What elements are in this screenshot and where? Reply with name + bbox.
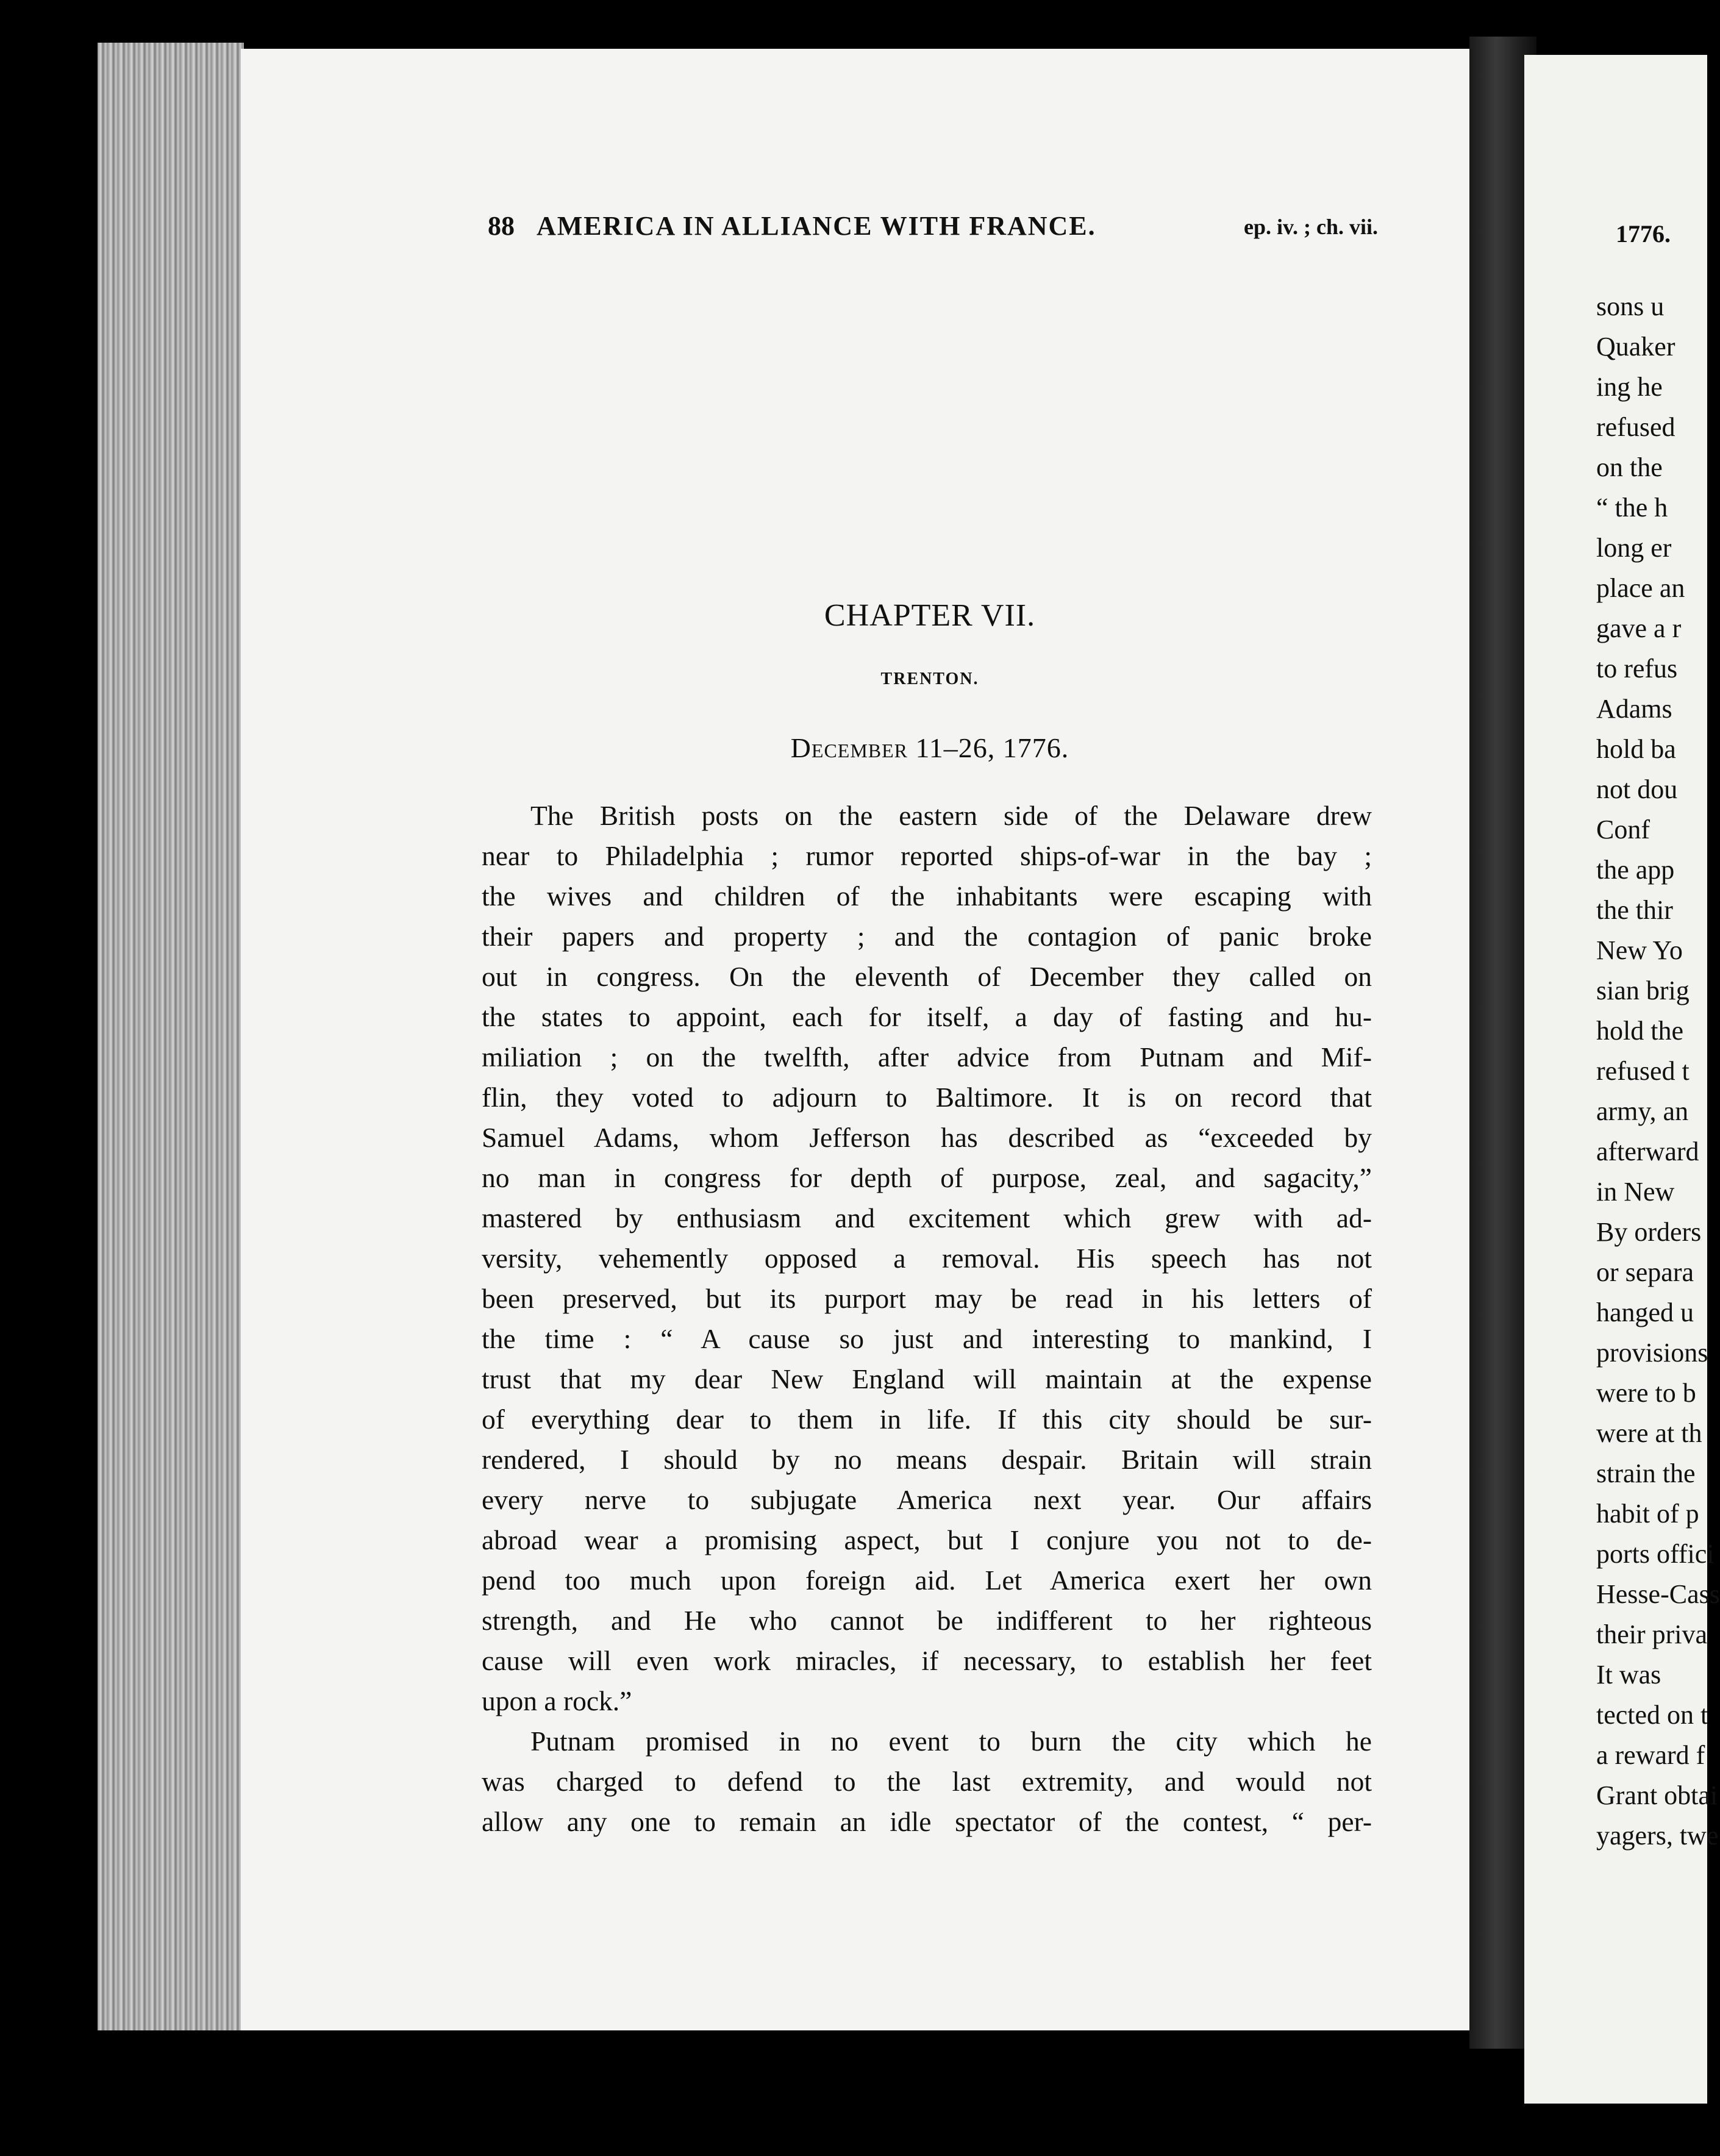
- body-line: their papers and property ; and the contagion of panic broke: [482, 921, 1372, 952]
- right-page-text: [1596, 287, 1718, 1856]
- right-line: Adams: [1596, 694, 1672, 724]
- body-line: Putnam promised in no event to burn the city which he: [530, 1726, 1372, 1757]
- body-line: rendered, I should by no means despair. Britain will strain: [482, 1444, 1372, 1475]
- body-line: The British posts on the eastern side of the Delaware drew: [530, 800, 1372, 831]
- right-line: or separa: [1596, 1257, 1694, 1287]
- right-line: were at th: [1596, 1418, 1702, 1448]
- right-line: on the: [1596, 452, 1663, 482]
- body-line: near to Philadelphia ; rumor reported ships-of-war in the bay ;: [482, 840, 1372, 871]
- right-line: It was: [1596, 1660, 1661, 1690]
- right-line: long er: [1596, 533, 1672, 563]
- right-line: were to b: [1596, 1378, 1696, 1408]
- body-line: abroad wear a promising aspect, but I conjure you not to de-: [482, 1524, 1372, 1555]
- running-head: [488, 210, 1378, 247]
- right-line: afterward: [1596, 1137, 1699, 1166]
- right-line: gave a r: [1596, 613, 1682, 643]
- right-line: hold ba: [1596, 734, 1676, 764]
- right-line: the app: [1596, 855, 1675, 885]
- body-line: mastered by enthusiasm and excitement which grew with ad-: [482, 1202, 1372, 1233]
- body-line: flin, they voted to adjourn to Baltimore. It is on record that: [482, 1082, 1372, 1113]
- right-line: in New: [1596, 1177, 1675, 1207]
- right-line: place an: [1596, 573, 1685, 603]
- right-line: habit of p: [1596, 1499, 1699, 1529]
- chapter-title: CHAPTER VII.: [824, 598, 1036, 633]
- body-line: the time : “ A cause so just and interesting to mankind, I: [482, 1323, 1372, 1354]
- right-line: “ the h: [1596, 493, 1668, 523]
- right-line: the thir: [1596, 895, 1673, 925]
- body-line: allow any one to remain an idle spectator of the contest, “ per-: [482, 1806, 1372, 1837]
- body-line: versity, vehemently opposed a removal. His speech has not: [482, 1243, 1372, 1274]
- book-page-edge: [98, 43, 244, 2030]
- right-line: not dou: [1596, 774, 1678, 804]
- right-line: refused t: [1596, 1056, 1690, 1086]
- body-line: out in congress. On the eleventh of December they called on: [482, 961, 1372, 992]
- right-line: refused: [1596, 412, 1675, 442]
- right-line: strain the: [1596, 1458, 1696, 1488]
- right-line: their priva: [1596, 1619, 1708, 1649]
- right-line: New Yo: [1596, 935, 1683, 965]
- chapter-subtitle: TRENTON.: [880, 669, 979, 688]
- body-line: of everything dear to them in life. If this city should be sur-: [482, 1404, 1372, 1435]
- right-line: ing he: [1596, 372, 1663, 402]
- body-line: the wives and children of the inhabitants were escaping with: [482, 880, 1372, 912]
- running-head-section: ep. iv. ; ch. vii.: [1243, 215, 1378, 239]
- right-line: By orders: [1596, 1217, 1702, 1247]
- right-line: Quaker: [1596, 332, 1675, 362]
- right-line: Conf: [1596, 815, 1650, 844]
- right-line: to refus: [1596, 654, 1678, 684]
- body-line: every nerve to subjugate America next year. Our affairs: [482, 1484, 1372, 1515]
- body-line: been preserved, but its purport may be read in his letters of: [482, 1283, 1372, 1314]
- body-line: strength, and He who cannot be indifferent to her righteous: [482, 1605, 1372, 1636]
- right-line: hanged u: [1596, 1298, 1694, 1327]
- body-line: pend too much upon foreign aid. Let America exert her own: [482, 1565, 1372, 1596]
- right-line: provisions: [1596, 1338, 1708, 1368]
- page-number: 88: [488, 211, 515, 241]
- body-line: miliation ; on the twelfth, after advice from Putnam and Mif-: [482, 1041, 1372, 1073]
- body-line: upon a rock.”: [482, 1685, 632, 1716]
- body-line: no man in congress for depth of purpose, zeal, and sagacity,”: [482, 1162, 1372, 1193]
- body-line: the states to appoint, each for itself, a day of fasting and hu-: [482, 1001, 1372, 1032]
- right-line: a reward f: [1596, 1740, 1705, 1770]
- right-line: hold the: [1596, 1016, 1683, 1046]
- right-line: army, an: [1596, 1096, 1689, 1126]
- right-line: sons u: [1596, 291, 1665, 321]
- right-line: Hesse-Cass: [1596, 1579, 1720, 1609]
- body-line: Samuel Adams, whom Jefferson has described as “exceeded by: [482, 1122, 1372, 1153]
- right-line: sian brig: [1596, 976, 1690, 1005]
- right-line: ports offici: [1596, 1539, 1715, 1569]
- right-line: Grant obtai: [1596, 1780, 1718, 1810]
- body-line: was charged to defend to the last extremity, and would not: [482, 1766, 1372, 1797]
- chapter-date: December 11–26, 1776.: [790, 732, 1069, 763]
- body-line: cause will even work miracles, if necessary, to establish her feet: [482, 1645, 1372, 1676]
- body-text: [482, 796, 1372, 1842]
- right-line: yagers, twe: [1596, 1821, 1719, 1851]
- right-line: tected on t: [1596, 1700, 1708, 1730]
- right-page-header: 1776.: [1616, 220, 1671, 248]
- running-head-title: AMERICA IN ALLIANCE WITH FRANCE.: [537, 211, 1096, 241]
- body-line: trust that my dear New England will maintain at the expense: [482, 1363, 1372, 1394]
